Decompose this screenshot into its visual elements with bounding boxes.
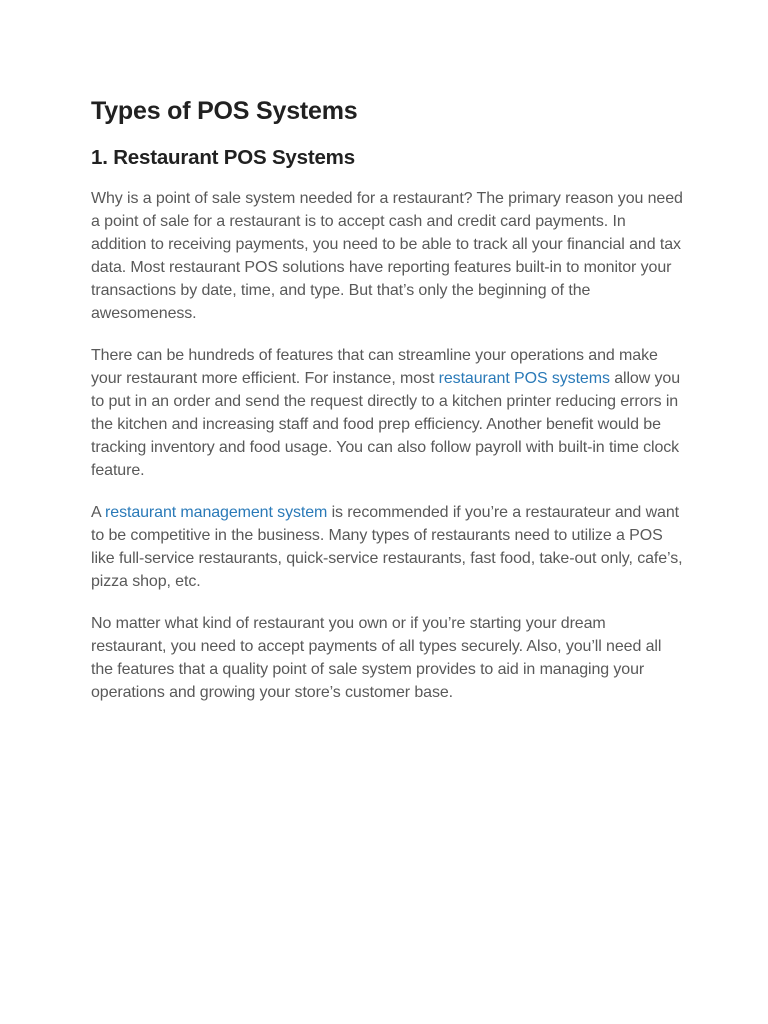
section-heading: 1. Restaurant POS Systems (91, 146, 355, 169)
paragraph-text: There can be hundreds of features that can streamline your operations and make your restaurant more efficient. For instance, most (91, 347, 658, 387)
paragraph-conclusion: No matter what kind of restaurant you own or if you’re starting your dream restaurant, you need to accept payments of all types securely. Also, you’ll need all the features that a quality point of sale system provides to aid in managing your operations and growing your store’s customer base. (91, 615, 662, 701)
restaurant-pos-systems-link[interactable]: restaurant POS systems (438, 370, 610, 387)
paragraph-text: allow you to put in an order and send the request directly to a kitchen printer reducing errors in the kitchen and increasing staff and food prep efficiency. Another benefit would be tracking inventory and food usage. You can also follow payroll with built-in time clock feature. (91, 370, 681, 479)
paragraph-features (91, 344, 683, 482)
paragraph-text: A (91, 504, 106, 521)
paragraph-management (91, 501, 683, 593)
page-title: Types of POS Systems (91, 97, 358, 125)
restaurant-management-system-link[interactable]: restaurant management system (105, 504, 328, 521)
paragraph-text: is recommended if you’re a restaurateur and want to be competitive in the business. Many types of restaurants need to utilize a POS like full-service restaurants, quick-service restaurants, fast food, take-out only, cafe’s, pizza shop, etc. (91, 504, 683, 590)
paragraph-intro: Why is a point of sale system needed for a restaurant? The primary reason you need a point of sale for a restaurant is to accept cash and credit card payments. In addition to receiving payments, you need to be able to track all your financial and tax data. Most restaurant POS solutions have reporting features built-in to monitor your transactions by date, time, and type. But that’s only the beginning of the awesomeness. (91, 190, 683, 322)
document-page (91, 94, 683, 704)
